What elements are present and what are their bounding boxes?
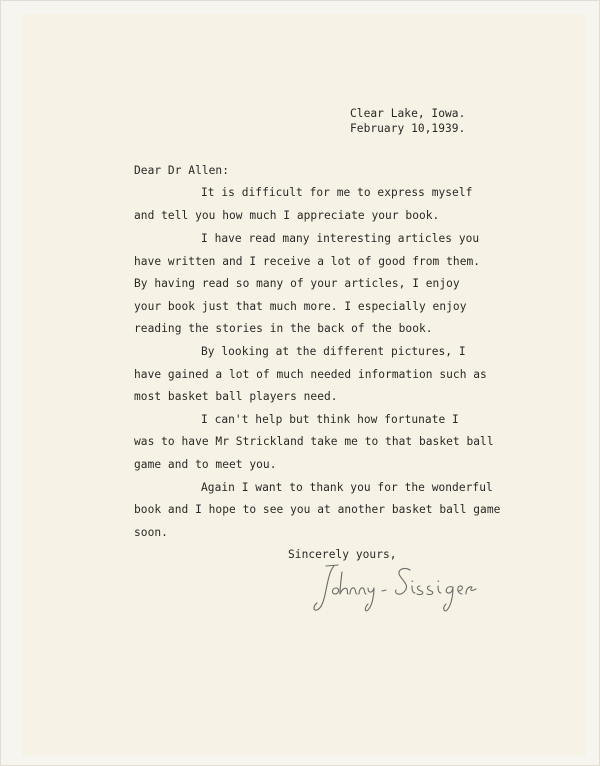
letter-closing: Sincerely yours, [288,548,397,561]
letter-line: and tell you how much I appreciate your book. [134,209,440,222]
letter-place: Clear Lake, Iowa. [350,107,466,120]
letter-line: have gained a lot of much needed information such as [134,368,487,381]
letter-line: Again I want to thank you for the wonderful [201,481,493,494]
letter-sheet [22,14,586,756]
letter-line: I have read many interesting articles you [201,232,480,245]
letter-line: was to have Mr Strickland take me to that basket ball [134,435,494,448]
letter-line: game and to meet you. [134,458,277,471]
letter-line: most basket ball players need. [134,390,338,403]
letter-line: your book just that much more. I especially enjoy [134,300,467,313]
letter-line: have written and I receive a lot of good from them. [134,255,481,268]
letter-line: By looking at the different pictures, I [201,345,466,358]
letter-line: soon. [134,526,168,539]
letter-line: book and I hope to see you at another basket ball game [134,503,501,516]
letter-date: February 10,1939. [350,122,466,135]
letter-line: It is difficult for me to express myself [201,186,473,199]
letter-salutation: Dear Dr Allen: [134,164,229,177]
letter-line: reading the stories in the back of the book. [134,322,433,335]
letter-line: I can't help but think how fortunate I [201,413,459,426]
letter-line: By having read so many of your articles, I enjoy [134,277,460,290]
handwritten-signature [312,556,512,616]
